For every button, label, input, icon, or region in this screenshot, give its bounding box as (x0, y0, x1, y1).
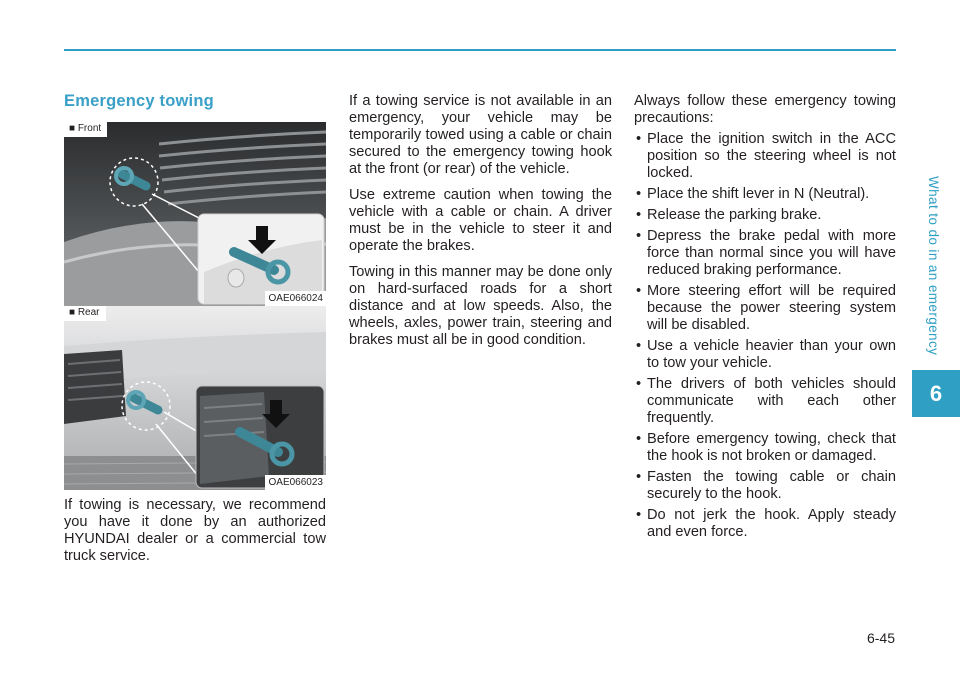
front-illustration-drawing (64, 122, 326, 306)
list-item: • More steering effort will be required because the power steering system will be disabled. (634, 283, 896, 334)
chapter-side-label: What to do in an emergency (926, 176, 941, 356)
list-item: • The drivers of both vehicles should communicate with each other frequently. (634, 376, 896, 427)
paragraph: If a towing service is not available in an emergency, your vehicle may be temporarily towed using a cable or chain secured to the emergency towing hook at the front (or rear) of the vehicle. (349, 93, 612, 177)
list-item: • Use a vehicle heavier than your own to tow your vehicle. (634, 338, 896, 372)
chapter-number-tab: 6 (912, 370, 960, 417)
precautions-list (634, 131, 896, 541)
list-item: • Place the ignition switch in the ACC position so the steering wheel is not locked. (634, 131, 896, 182)
list-item: • Before emergency towing, check that the hook is not broken or damaged. (634, 431, 896, 465)
rear-figure-code: OAE066023 (265, 475, 327, 490)
front-figure-tag: ■ Front (64, 122, 107, 137)
precautions-intro: Always follow these emergency towing precautions: (634, 93, 896, 126)
list-item: • Do not jerk the hook. Apply steady and even force. (634, 507, 896, 541)
column-1-text: If towing is necessary, we recommend you have it done by an authorized HYUNDAI dealer or a commercial tow truck service. (64, 497, 326, 564)
column-3 (634, 93, 896, 545)
top-rule (64, 49, 896, 51)
page-number: 6-45 (866, 630, 895, 646)
front-figure-code: OAE066024 (265, 291, 327, 306)
rear-figure-tag: ■ Rear (64, 306, 106, 321)
paragraph: Towing in this manner may be done only on hard-surfaced roads for a short distance and at low speeds. Also, the wheels, axles, power train, steering and brakes must all be in good condition. (349, 264, 612, 348)
section-title: Emergency towing (64, 92, 214, 110)
rear-towing-hook-illustration (64, 306, 326, 490)
list-item: • Fasten the towing cable or chain securely to the hook. (634, 469, 896, 503)
list-item: • Place the shift lever in N (Neutral). (634, 186, 896, 203)
column-2 (349, 93, 612, 358)
front-towing-hook-illustration (64, 122, 326, 306)
list-item: • Release the parking brake. (634, 207, 896, 224)
paragraph: Use extreme caution when towing the vehicle with a cable or chain. A driver must be in the vehicle to steer it and operate the brakes. (349, 187, 612, 254)
rear-illustration-drawing (64, 306, 326, 490)
list-item: • Depress the brake pedal with more force than normal since you will have reduced braking performance. (634, 228, 896, 279)
